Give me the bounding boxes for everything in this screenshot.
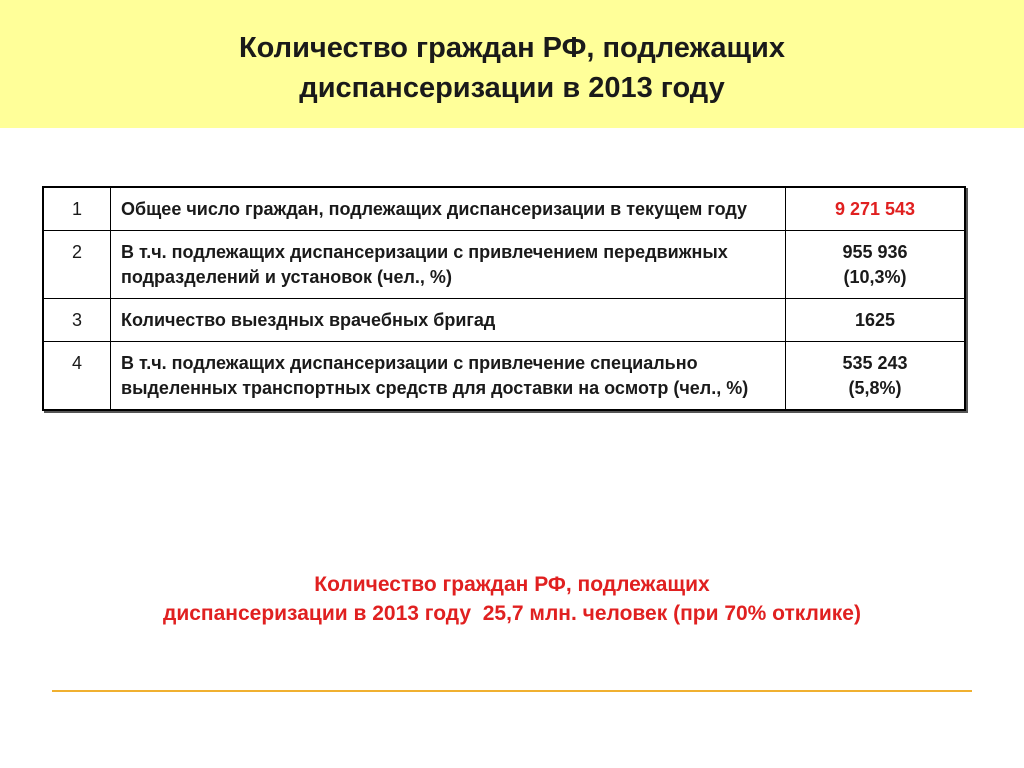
footer-divider (52, 690, 972, 692)
row-value-main: 9 271 543 (834, 199, 916, 219)
row-value-percent: (5,8%) (848, 378, 902, 398)
row-value-main: 535 243 (842, 353, 908, 373)
row-value-percent: (10,3%) (843, 267, 907, 287)
row-number: 2 (43, 231, 111, 299)
row-value (786, 187, 966, 231)
row-value-main: 1625 (854, 310, 896, 330)
row-description: В т.ч. подлежащих диспансеризации с привлечение специально выделенных транспортных средств для доставки на осмотр (чел., %) (111, 342, 786, 411)
table-row (43, 299, 965, 342)
row-description: Количество выездных врачебных бригад (111, 299, 786, 342)
row-value (786, 342, 966, 411)
table-row (43, 187, 965, 231)
row-description: В т.ч. подлежащих диспансеризации с привлечением передвижных подразделений и установок (чел., %) (111, 231, 786, 299)
row-value-main: 955 936 (842, 242, 908, 262)
slide-title-line-2: диспансеризации в 2013 году (299, 72, 725, 104)
data-table (42, 186, 966, 411)
row-number: 3 (43, 299, 111, 342)
row-number: 4 (43, 342, 111, 411)
row-value (786, 231, 966, 299)
summary-line-1: Количество граждан РФ, подлежащих (314, 573, 710, 596)
table-row (43, 231, 965, 299)
row-description: Общее число граждан, подлежащих диспансеризации в текущем году (111, 187, 786, 231)
slide-title-line-1: Количество граждан РФ, подлежащих (238, 32, 785, 64)
row-number: 1 (43, 187, 111, 231)
summary-text (0, 570, 1024, 628)
summary-line-2: диспансеризации в 2013 году 25,7 млн. человек (при 70% отклике) (163, 602, 861, 625)
slide-title (0, 28, 1024, 108)
table-row (43, 342, 965, 411)
row-value (786, 299, 966, 342)
